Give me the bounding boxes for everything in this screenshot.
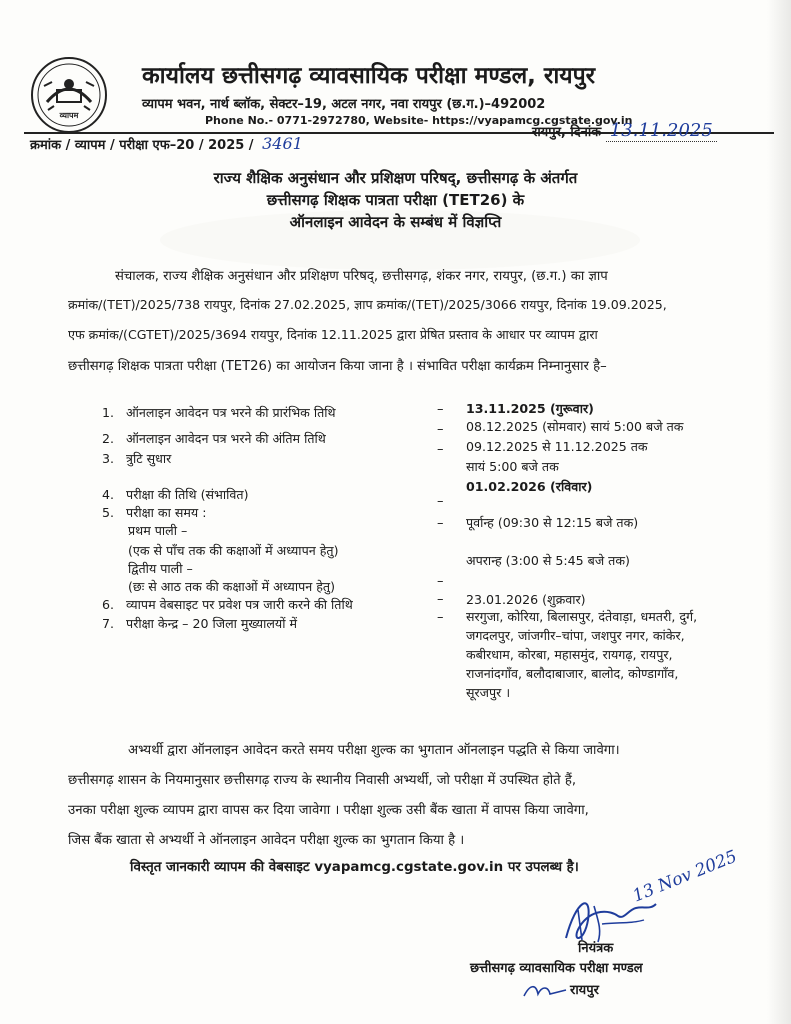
page-edge-shadow: [767, 0, 791, 1024]
shift-2-time: अपरान्ह (3:00 से 5:45 बजे तक): [466, 553, 630, 568]
schedule-item: [102, 504, 206, 521]
logo-text: व्यापम: [59, 111, 79, 120]
item-number: 3.: [102, 451, 115, 466]
schedule-item: [102, 450, 171, 467]
issue-date: 13.11.2025: [606, 120, 717, 142]
signature-date: 13 Nov 2025: [630, 846, 740, 907]
intro-line-4: छत्तीसगढ़ शिक्षक पात्रता परीक्षा (TET26) का आयोजन किया जाना है । संभावित परीक्षा कार्यक्रम निम्नानुसार है–: [68, 359, 607, 374]
district-list-2: जगदलपुर, जांजगीर–चांपा, जशपुर नगर, कांकेर,: [466, 628, 685, 643]
initials-mark: [520, 980, 570, 1002]
item-label: व्यापम वेबसाइट पर प्रवेश पत्र जारी करने की तिथि: [126, 597, 353, 612]
schedule-item: [102, 615, 297, 632]
item-value: 23.01.2026 (शुक्रवार): [466, 592, 586, 607]
reference-label: क्रमांक / व्यापम / परीक्षा एफ–20 / 2025 /: [30, 138, 254, 153]
item-label: परीक्षा का समय :: [126, 505, 207, 520]
item-label: ऑनलाइन आवेदन पत्र भरने की अंतिम तिथि: [126, 431, 326, 446]
item-label: त्रुटि सुधार: [126, 451, 172, 466]
subject-line-2: छत्तीसगढ़ शिक्षक पात्रता परीक्षा (TET26) के: [266, 191, 525, 209]
item-number: 1.: [102, 405, 115, 420]
schedule-item: [102, 430, 326, 447]
item-dash: –: [437, 422, 444, 437]
item-dash: –: [437, 442, 444, 457]
fee-note-line-2: छत्तीसगढ़ शासन के नियमानुसार छत्तीसगढ़ राज्य के स्थानीय निवासी अभ्यर्थी, जो परीक्षा में उपस्थित होते हैं,: [68, 773, 577, 788]
signatory-title: नियंत्रक: [578, 941, 614, 956]
item-number: 6.: [102, 597, 115, 612]
item-number: 7.: [102, 616, 115, 631]
reference-number: 3461: [262, 134, 303, 153]
fee-note-line-3: उनका परीक्षा शुल्क व्यापम द्वारा वापस कर दिया जावेगा । परीक्षा शुल्क उसी बैंक खाता में वापस किया जावेगा,: [68, 803, 589, 818]
reference-line: [30, 134, 303, 153]
subject-line-3: ऑनलाइन आवेदन के सम्बंध में विज्ञप्ति: [289, 213, 502, 231]
fee-note-line-4: जिस बैंक खाता से अभ्यर्थी ने ऑनलाइन आवेदन परीक्षा शुल्क का भुगतान किया है ।: [68, 833, 465, 848]
item-value: 01.02.2026 (रविवार): [466, 479, 593, 494]
item-value: 08.12.2025 (सोमवार) सायं 5:00 बजे तक: [466, 419, 684, 434]
item-value-cont: सायं 5:00 बजे तक: [466, 459, 559, 474]
item-dash: –: [437, 494, 444, 509]
item-number: 5.: [102, 505, 115, 520]
item-label: परीक्षा केन्द्र – 20 जिला मुख्यालयों में: [126, 616, 298, 631]
item-dash: –: [437, 592, 444, 607]
item-dash: –: [437, 402, 444, 417]
item-label: परीक्षा की तिथि (संभावित): [126, 487, 249, 502]
shift-2-label: द्वितीय पाली –: [128, 561, 193, 576]
shift-1-label: प्रथम पाली –: [128, 523, 188, 538]
signatory-city: रायपुर: [570, 983, 599, 998]
subject-line-1: राज्य शैक्षिक अनुसंधान और प्रशिक्षण परिषद्, छत्तीसगढ़ के अंतर्गत: [213, 169, 578, 187]
signatory-org: छत्तीसगढ़ व्यावसायिक परीक्षा मण्डल: [470, 961, 643, 976]
vyapam-logo: [30, 56, 108, 134]
fee-note-line-1: अभ्यर्थी द्वारा ऑनलाइन आवेदन करते समय परीक्षा शुल्क का भुगतान ऑनलाइन पद्धति से किया जावेगा।: [128, 743, 620, 758]
item-dash: –: [437, 516, 444, 531]
website-note: विस्तृत जानकारी व्यापम की वेबसाइट vyapamcg.cgstate.gov.in पर उपलब्ध है।: [130, 860, 579, 875]
office-address: व्यापम भवन, नार्थ ब्लॉक, सेक्टर–19, अटल नगर, नवा रायपुर (छ.ग.)–492002: [142, 97, 546, 112]
district-list-4: राजनांदगाँव, बलौदाबाजार, बालोद, कोण्डागाँव,: [466, 666, 679, 681]
district-list-5: सूरजपुर ।: [466, 685, 511, 700]
shift-1-time: पूर्वान्ह (09:30 से 12:15 बजे तक): [466, 515, 639, 530]
intro-line-3: एफ क्रमांक/(CGTET)/2025/3694 रायपुर, दिनांक 12.11.2025 द्वारा प्रेषित प्रस्ताव के आधार पर व्यापम द्वारा: [68, 327, 598, 342]
shift-2-note: (छः से आठ तक की कक्षाओं में अध्यापन हेतु): [128, 579, 336, 594]
intro-line-1: संचालक, राज्य शैक्षिक अनुसंधान और प्रशिक्षण परिषद्, छत्तीसगढ़, शंकर नगर, रायपुर, (छ.ग.) का ज्ञाप: [115, 269, 608, 284]
item-dash: –: [437, 574, 444, 589]
office-phone-website: Phone No.- 0771-2972780, Website- https://vyapamcg.cgstate.gov.in: [205, 114, 633, 127]
date-line: [532, 120, 717, 141]
district-list-1: सरगुजा, कोरिया, बिलासपुर, दंतेवाड़ा, धमतरी, दुर्ग,: [466, 609, 698, 624]
item-label: ऑनलाइन आवेदन पत्र भरने की प्रारंभिक तिथि: [126, 405, 336, 420]
shift-1-note: (एक से पाँच तक की कक्षाओं में अध्यापन हेतु): [128, 543, 339, 558]
date-label: रायपुर, दिनांक: [532, 125, 602, 140]
schedule-item: [102, 596, 353, 613]
item-number: 2.: [102, 431, 115, 446]
office-title: कार्यालय छत्तीसगढ़ व्यावसायिक परीक्षा मण्डल, रायपुर: [142, 63, 596, 89]
item-dash: –: [437, 610, 444, 625]
item-number: 4.: [102, 487, 115, 502]
item-value: 09.12.2025 से 11.12.2025 तक: [466, 439, 648, 454]
item-value: 13.11.2025 (गुरूवार): [466, 401, 594, 416]
district-list-3: कबीरधाम, कोरबा, महासमुंद, रायगढ़, रायपुर,: [466, 647, 673, 662]
schedule-item: [102, 486, 249, 503]
schedule-item: [102, 404, 336, 421]
intro-line-2: क्रमांक/(TET)/2025/738 रायपुर, दिनांक 27.02.2025, ज्ञाप क्रमांक/(TET)/2025/3066 रायपुर, दिनांक 19.09.2025,: [68, 297, 667, 312]
